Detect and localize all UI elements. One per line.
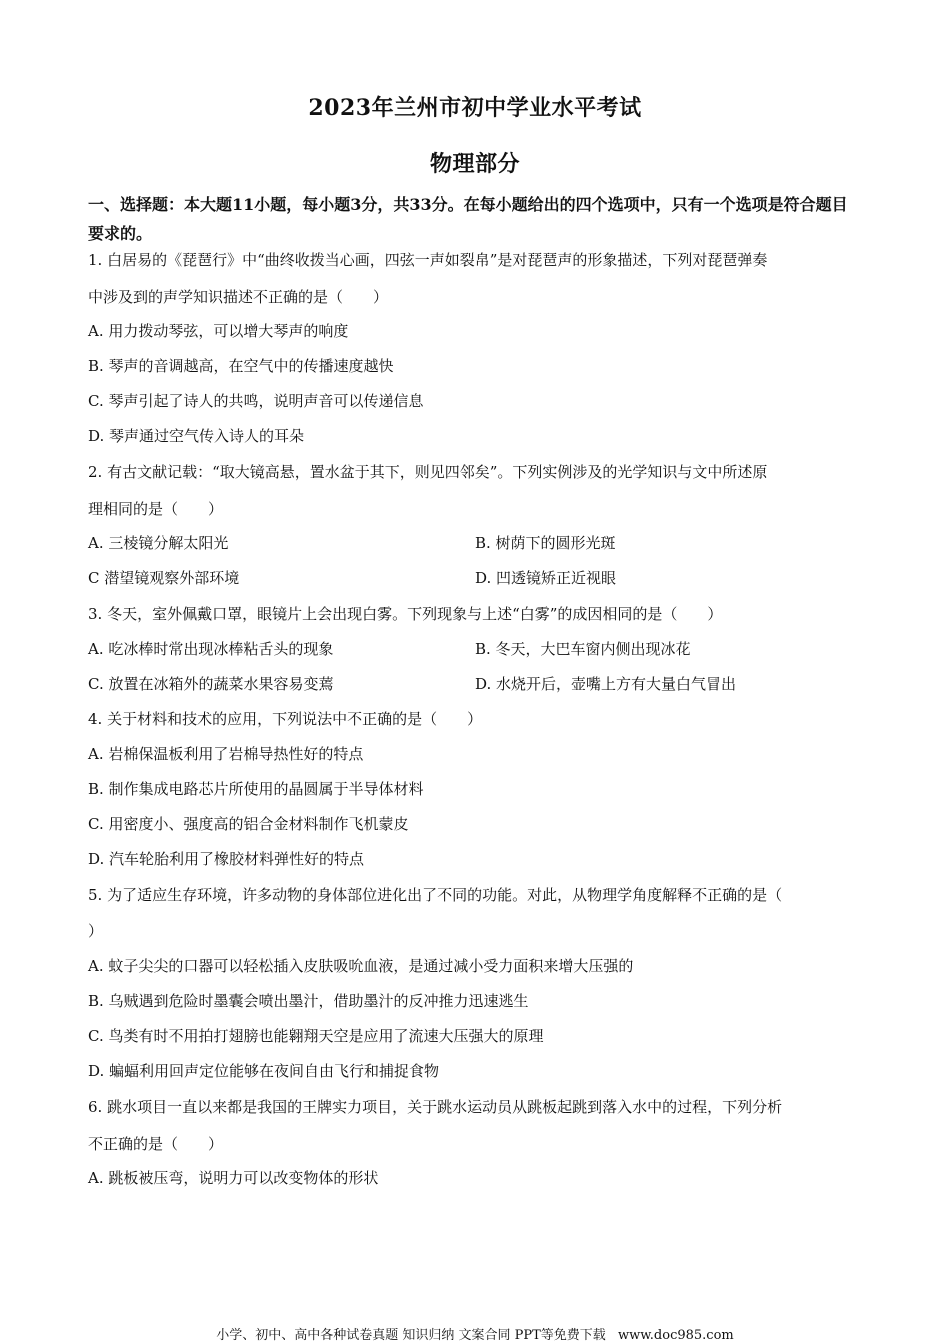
q1-stem-line2: 中涉及到的声学知识描述不正确的是（ ） (88, 288, 389, 306)
q3-stem: 3. 冬天，室外佩戴口罩，眼镜片上会出现白雾。下列现象与上述“白雾”的成因相同的是（ ） (88, 605, 723, 623)
section-heading: 一、选择题：本大题11小题，每小题3分，共33分。在每小题给出的四个选项中，只有一个选项是符合题目要求的。 (88, 195, 848, 243)
q1-option-c: C. 琴声引起了诗人的共鸣，说明声音可以传递信息 (88, 392, 424, 410)
footer-site-link[interactable]: www.doc985.com (617, 1328, 734, 1343)
q2-option-d: D. 凹透镜矫正近视眼 (475, 569, 617, 587)
q2-stem-line2: 理相同的是（ ） (88, 500, 224, 518)
q1-option-d: D. 琴声通过空气传入诗人的耳朵 (88, 427, 305, 445)
q3-option-a: A. 吃冰棒时常出现冰棒粘舌头的现象 (88, 640, 334, 658)
q6-option-a: A. 跳板被压弯，说明力可以改变物体的形状 (88, 1169, 379, 1187)
q2-stem-line1: 2. 有古文献记载：“取大镜高悬，置水盆于其下，则见四邻矣”。下列实例涉及的光学知识与文中所述原 (88, 463, 768, 481)
q3-option-b: B. 冬天，大巴车窗内侧出现冰花 (475, 640, 691, 658)
q1-option-b: B. 琴声的音调越高，在空气中的传播速度越快 (88, 357, 394, 375)
footer-text: 小学、初中、高中各种试卷真题 知识归纳 文案合同 PPT等免费下载 (216, 1328, 606, 1343)
exam-title: 2023年兰州市初中学业水平考试 (308, 95, 642, 121)
q1-option-a: A. 用力拨动琴弦，可以增大琴声的响度 (88, 322, 349, 340)
q5-stem-line1: 5. 为了适应生存环境，许多动物的身体部位进化出了不同的功能。对此，从物理学角度解释不正确的是（ (88, 886, 783, 904)
q2-option-c: C 潜望镜观察外部环境 (88, 569, 240, 587)
q2-option-a: A. 三棱镜分解太阳光 (88, 534, 229, 552)
q4-stem: 4. 关于材料和技术的应用，下列说法中不正确的是（ ） (88, 710, 483, 728)
q3-option-c: C. 放置在冰箱外的蔬菜水果容易变蔫 (88, 675, 334, 693)
q5-option-c: C. 鸟类有时不用拍打翅膀也能翱翔天空是应用了流速大压强大的原理 (88, 1027, 544, 1045)
page-footer (0, 1324, 950, 1343)
q4-option-c: C. 用密度小、强度高的铝合金材料制作飞机蒙皮 (88, 815, 409, 833)
q5-option-d: D. 蝙蝠利用回声定位能够在夜间自由飞行和捕捉食物 (88, 1062, 440, 1080)
q3-option-d: D. 水烧开后，壶嘴上方有大量白气冒出 (475, 675, 737, 693)
q4-option-b: B. 制作集成电路芯片所使用的晶圆属于半导体材料 (88, 780, 424, 798)
exam-subtitle: 物理部分 (429, 151, 520, 177)
q5-option-a: A. 蚊子尖尖的口器可以轻松插入皮肤吸吮血液，是通过减小受力面积来增大压强的 (88, 957, 634, 975)
q4-option-a: A. 岩棉保温板利用了岩棉导热性好的特点 (88, 745, 364, 763)
q5-option-b: B. 乌贼遇到危险时墨囊会喷出墨汁，借助墨汁的反冲推力迅速逃生 (88, 992, 529, 1010)
q2-option-b: B. 树荫下的圆形光斑 (475, 534, 616, 552)
q6-stem-line2: 不正确的是（ ） (88, 1135, 224, 1153)
q6-stem-line1: 6. 跳水项目一直以来都是我国的王牌实力项目，关于跳水运动员从跳板起跳到落入水中的过程，下列分析 (88, 1098, 783, 1116)
q5-stem-line2: ） (88, 922, 104, 940)
q4-option-d: D. 汽车轮胎利用了橡胶材料弹性好的特点 (88, 850, 365, 868)
q1-stem-line1: 1. 白居易的《琵琶行》中“曲终收拨当心画，四弦一声如裂帛”是对琵琶声的形象描述，下列对琵琶弹奏 (88, 251, 768, 269)
